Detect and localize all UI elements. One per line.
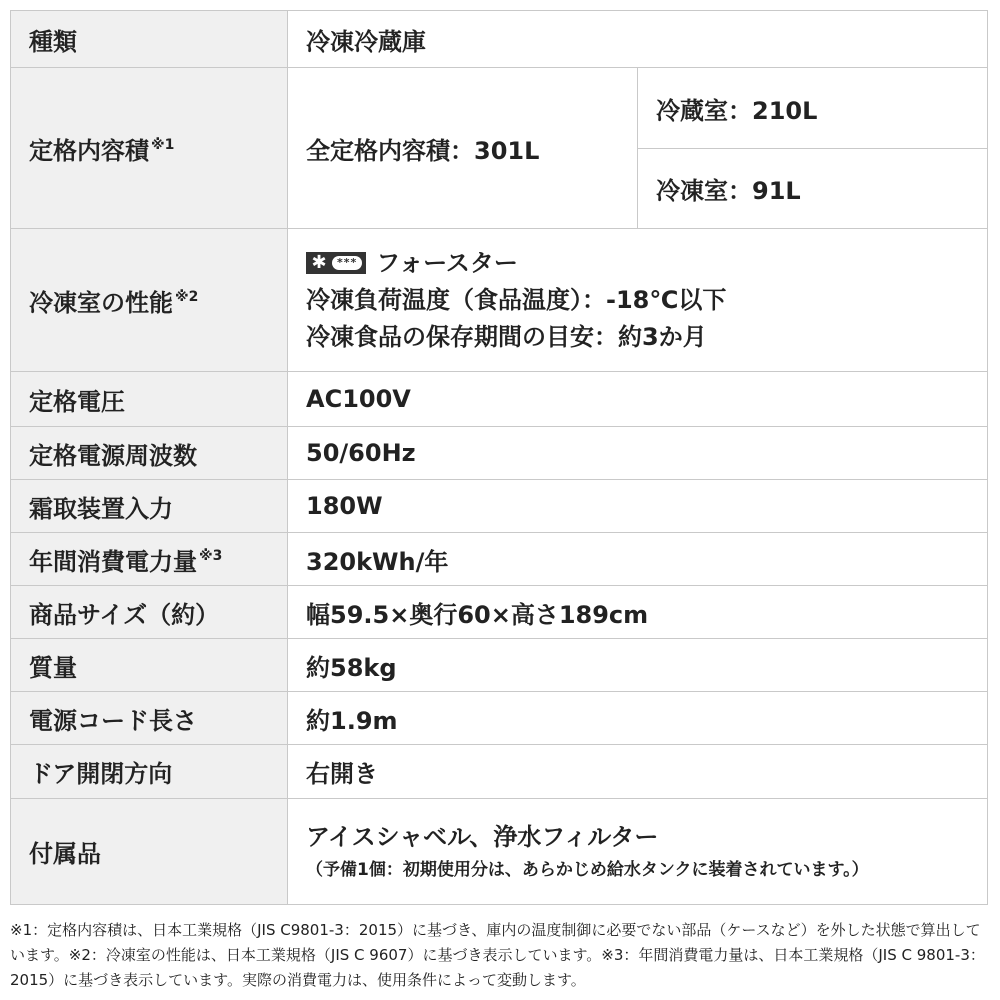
weight-label: 質量 [11,639,288,692]
defrost-value: 180W [288,480,988,533]
table-row [11,427,988,480]
capacity-freezer: 冷凍室：91L [638,149,988,229]
cord-label: 電源コード長さ [11,692,288,745]
annual-power-label-cell [11,533,288,586]
annual-power-label: 年間消費電力量 [29,547,197,576]
table-row [11,372,988,427]
table-row [11,799,988,905]
capacity-total: 全定格内容積：301L [288,68,638,229]
weight-value: 約58kg [288,639,988,692]
rating-text: フォースター [376,248,518,277]
performance-note: ※2 [175,288,199,305]
spec-table [10,10,988,905]
door-label: ドア開閉方向 [11,745,288,799]
performance-label: 冷凍室の性能 [29,288,173,317]
stars-icon: *** [332,256,362,270]
capacity-label: 定格内容積 [29,136,149,165]
table-row [11,533,988,586]
table-row [11,68,988,149]
frequency-label: 定格電源周波数 [11,427,288,480]
table-row [11,692,988,745]
rating-line [306,245,969,282]
capacity-fridge: 冷蔵室：210L [638,68,988,149]
capacity-label-cell [11,68,288,229]
annual-power-value: 320kWh/年 [288,533,988,586]
accessories-value-cell [288,799,988,905]
door-value: 右開き [288,745,988,799]
table-row [11,586,988,639]
size-label: 商品サイズ（約） [11,586,288,639]
type-label: 種類 [11,11,288,68]
type-value: 冷凍冷蔵庫 [288,11,988,68]
table-row [11,745,988,799]
voltage-value: AC100V [288,372,988,427]
accessories-label: 付属品 [11,799,288,905]
annual-power-note: ※3 [199,547,223,564]
capacity-note: ※1 [151,136,175,153]
table-row [11,480,988,533]
cord-value: 約1.9m [288,692,988,745]
performance-label-cell [11,229,288,372]
defrost-label: 霜取装置入力 [11,480,288,533]
table-row [11,639,988,692]
accessories-sub: （予備1個：初期使用分は、あらかじめ給水タンクに装着されています。） [306,859,869,880]
size-value: 幅59.5×奥行60×高さ189cm [288,586,988,639]
snowflake-icon: ✱ [311,251,327,273]
table-row [11,229,988,372]
voltage-label: 定格電圧 [11,372,288,427]
accessories-value: アイスシャベル、浄水フィルター [306,822,659,851]
frequency-value: 50/60Hz [288,427,988,480]
footnote: ※1：定格内容積は、日本工業規格（JIS C9801-3：2015）に基づき、庫内の温度制御に必要でない部品（ケースなど）を外した状態で算出しています。※2：冷凍室の性能は、日本工業規格（JIS C 9607）に基づき表示しています。※3：年間消費電力量は、日本工業規格（JIS C 9801-3：2015）に基づき表示しています。実際の消費電力は、使用条件によって変動します。 [10,921,985,989]
performance-value-cell [288,229,988,372]
load-temp-line: 冷凍負荷温度（食品温度）：-18℃以下 [306,285,727,314]
storage-period-line: 冷凍食品の保存期間の目安：約3か月 [306,322,707,351]
table-row [11,11,988,68]
four-star-freezer-icon [306,252,366,274]
